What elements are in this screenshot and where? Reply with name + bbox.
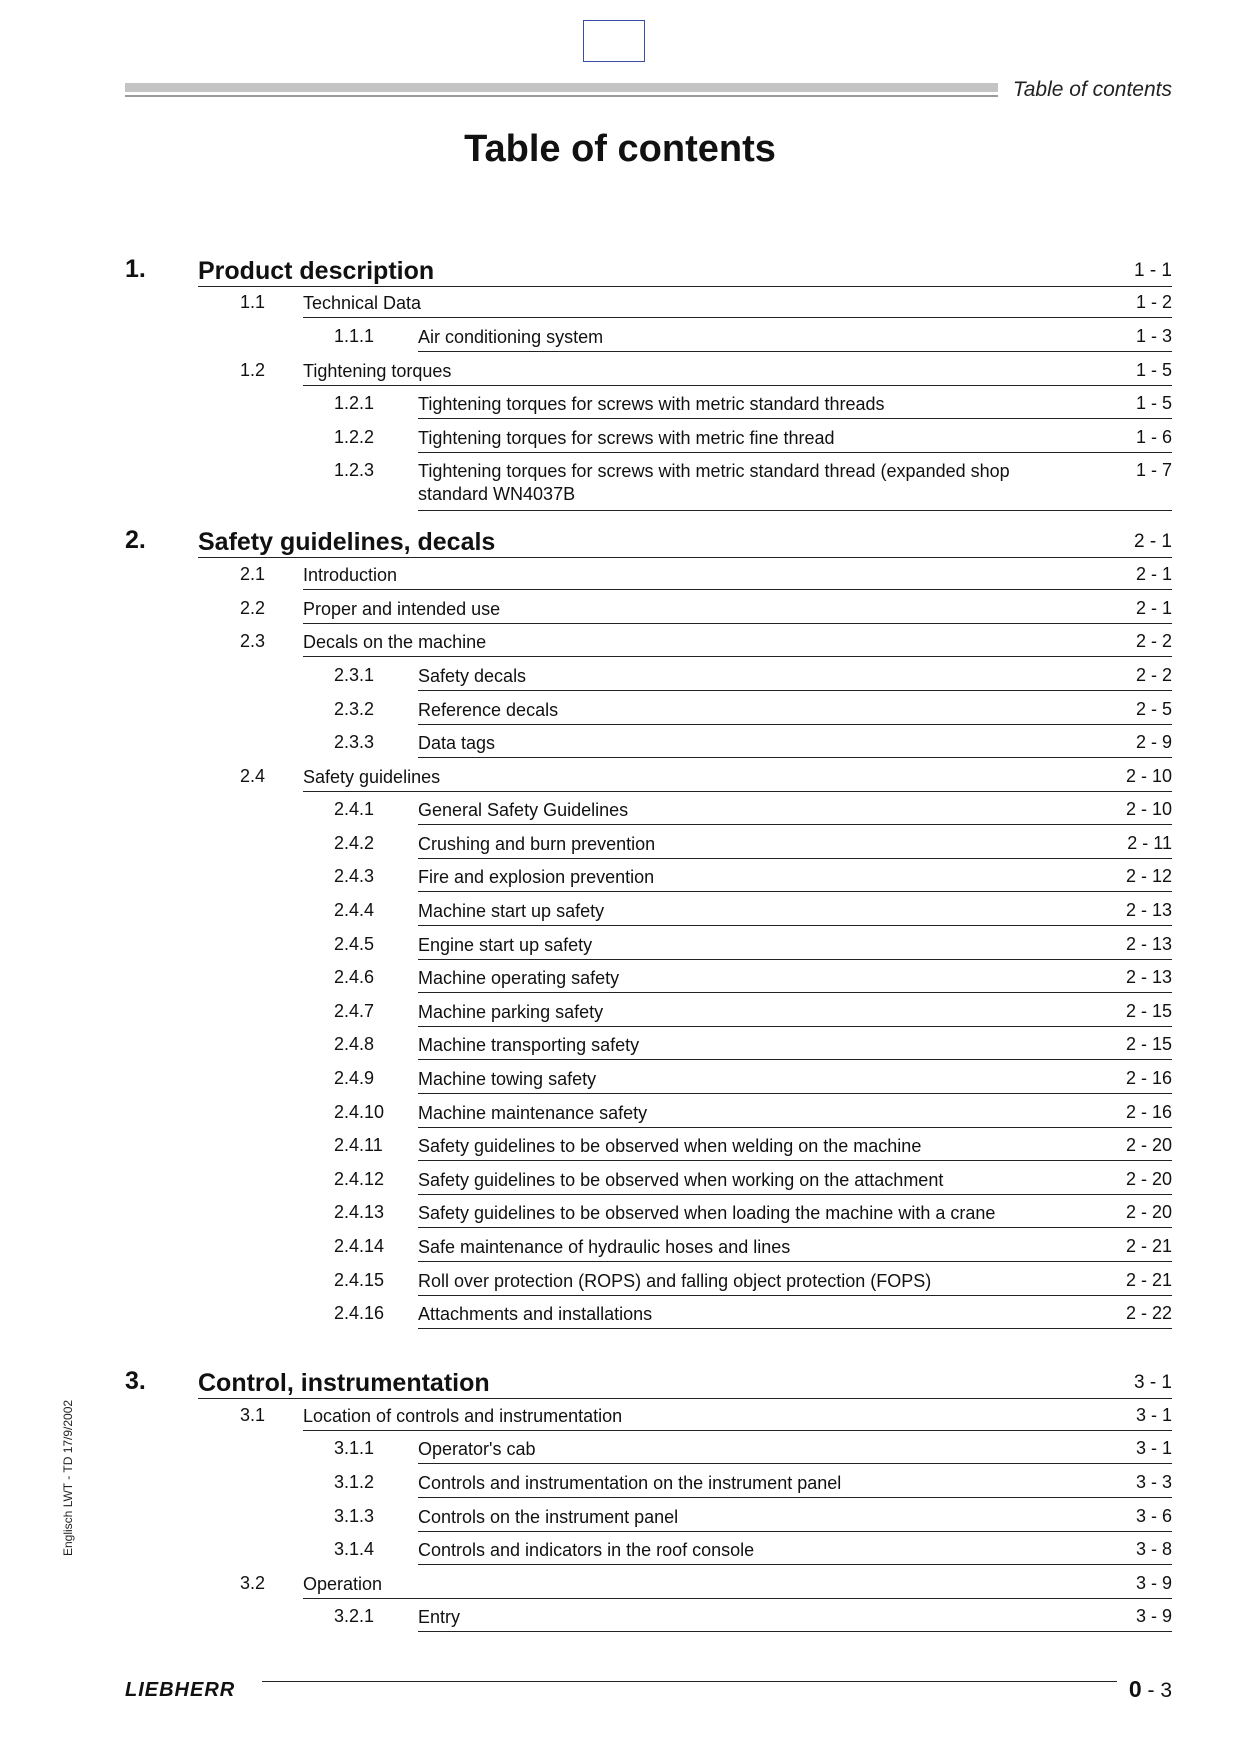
toc-page: 2 - 2: [1135, 631, 1172, 651]
toc-title: Roll over protection (ROPS) and falling object protection (FOPS): [418, 1271, 932, 1291]
toc-title: Safety decals: [418, 666, 527, 686]
toc-number: 3.1: [240, 1405, 266, 1425]
toc-underline: [303, 1598, 1172, 1599]
toc-title: Safe maintenance of hydraulic hoses and lines: [418, 1237, 791, 1257]
toc-number: 2.1: [240, 564, 266, 584]
toc-page: 2 - 16: [1125, 1068, 1172, 1088]
toc-number: 2.3.3: [334, 732, 375, 752]
toc-underline: [418, 824, 1172, 825]
toc-underline: [418, 1127, 1172, 1128]
toc-page: 1 - 1: [1133, 260, 1172, 281]
toc-page: 2 - 10: [1125, 799, 1172, 819]
toc-underline: [418, 1631, 1172, 1632]
toc-page: 2 - 20: [1125, 1135, 1172, 1155]
toc-page: 2 - 11: [1127, 833, 1172, 853]
toc-underline: [418, 992, 1172, 993]
toc-underline: [418, 690, 1172, 691]
toc-page: 2 - 16: [1125, 1102, 1172, 1122]
toc-title: Safety guidelines to be observed when welding on the machine: [418, 1136, 922, 1156]
toc-title: Machine towing safety: [418, 1069, 597, 1089]
toc-number: 2.4.15: [334, 1270, 385, 1290]
toc-number: 2.4.8: [334, 1034, 375, 1054]
toc-number: 3.1.3: [334, 1506, 375, 1526]
running-header: Table of contents: [1012, 78, 1172, 101]
toc-number: 1.1.1: [334, 326, 375, 346]
toc-number: 3.1.2: [334, 1472, 375, 1492]
page-num: 3: [1160, 1679, 1172, 1702]
toc-page: 3 - 9: [1135, 1573, 1172, 1593]
toc-number: 3.2.1: [334, 1606, 375, 1626]
toc-title: Operation: [303, 1574, 383, 1594]
toc-underline: [418, 418, 1172, 419]
toc-page: 2 - 15: [1125, 1001, 1172, 1021]
toc-underline: [418, 1463, 1172, 1464]
toc-number: 1.2.3: [334, 460, 375, 480]
toc-number: 1.1: [240, 292, 266, 312]
toc-number: 2.4.13: [334, 1202, 385, 1222]
toc-page: 1 - 6: [1135, 427, 1172, 447]
toc-underline: [198, 1398, 1172, 1399]
toc-page: 2 - 1: [1135, 598, 1172, 618]
toc-number: 1.2.2: [334, 427, 375, 447]
toc-title: Technical Data: [303, 293, 422, 313]
toc-page: 2 - 5: [1135, 699, 1172, 719]
toc-title: Tightening torques: [303, 361, 452, 381]
toc-underline: [418, 925, 1172, 926]
toc-page: 3 - 8: [1135, 1539, 1172, 1559]
toc-page: 2 - 20: [1125, 1169, 1172, 1189]
toc-number: 1.2: [240, 360, 266, 380]
toc-page: 3 - 1: [1135, 1438, 1172, 1458]
toc-title: Safety guidelines: [303, 767, 441, 787]
toc-title: Machine parking safety: [418, 1002, 604, 1022]
toc-underline: [418, 1564, 1172, 1565]
toc-title: Operator's cab: [418, 1439, 536, 1459]
toc-underline: [418, 510, 1172, 511]
toc-number: 2.4: [240, 766, 266, 786]
toc-underline: [418, 1160, 1172, 1161]
toc-page: 1 - 2: [1135, 292, 1172, 312]
toc-number: 2.4.16: [334, 1303, 385, 1323]
toc-underline: [198, 286, 1172, 287]
toc-number: 1.2.1: [334, 393, 375, 413]
toc-title: Machine maintenance safety: [418, 1103, 648, 1123]
footer-rule: [262, 1681, 1117, 1682]
toc-title: Machine transporting safety: [418, 1035, 640, 1055]
toc-number: 2.4.9: [334, 1068, 375, 1088]
toc-title: Machine operating safety: [418, 968, 620, 988]
toc-number: 2.4.1: [334, 799, 375, 819]
toc-title: Machine start up safety: [418, 901, 605, 921]
toc-underline: [418, 891, 1172, 892]
toc-underline: [418, 1261, 1172, 1262]
toc-underline: [418, 452, 1172, 453]
toc-title: Reference decals: [418, 700, 559, 720]
toc-underline: [303, 589, 1172, 590]
toc-page: 2 - 20: [1125, 1202, 1172, 1222]
toc-number: 2.4.3: [334, 866, 375, 886]
page-number: [1129, 1676, 1172, 1703]
toc-number: 3.1.1: [334, 1438, 375, 1458]
toc-page: 3 - 6: [1135, 1506, 1172, 1526]
toc-title: Entry: [418, 1607, 461, 1627]
toc-title: Control, instrumentation: [198, 1369, 490, 1397]
blank-frame: [583, 20, 645, 62]
toc-number: 2.4.14: [334, 1236, 385, 1256]
liebherr-logo: [125, 1679, 255, 1699]
toc-title: Crushing and burn prevention: [418, 834, 656, 854]
toc-number: 2.3.2: [334, 699, 375, 719]
toc-title: Controls and instrumentation on the instrument panel: [418, 1473, 842, 1493]
toc-title: Engine start up safety: [418, 935, 593, 955]
toc-page: 1 - 5: [1135, 393, 1172, 413]
toc-underline: [418, 858, 1172, 859]
toc-page: 2 - 2: [1135, 665, 1172, 685]
toc-page: 1 - 5: [1135, 360, 1172, 380]
toc-underline: [418, 1093, 1172, 1094]
toc-title: Controls on the instrument panel: [418, 1507, 679, 1527]
toc-page: 2 - 15: [1125, 1034, 1172, 1054]
toc-number: 3.2: [240, 1573, 266, 1593]
toc-underline: [418, 959, 1172, 960]
toc-page: 3 - 1: [1133, 1372, 1172, 1393]
header-bar: [125, 83, 998, 92]
toc-underline: [303, 1430, 1172, 1431]
toc-underline: [198, 557, 1172, 558]
toc-underline: [418, 1295, 1172, 1296]
toc-number: 2.4.10: [334, 1102, 385, 1122]
toc-page: 2 - 21: [1125, 1270, 1172, 1290]
toc-title: Location of controls and instrumentation: [303, 1406, 623, 1426]
toc-number: 3.: [125, 1367, 146, 1395]
toc-page: 2 - 22: [1125, 1303, 1172, 1323]
toc-title: Decals on the machine: [303, 632, 487, 652]
toc-number: 2.3.1: [334, 665, 375, 685]
toc-page: 3 - 3: [1135, 1472, 1172, 1492]
toc-page: 2 - 10: [1125, 766, 1172, 786]
side-note: Englisch LWT - TD 17/9/2002: [61, 1399, 75, 1556]
logo-text: LIEBHERR: [125, 1679, 236, 1699]
toc-number: 2.: [125, 526, 146, 554]
toc-title: Tightening torques for screws with metric fine thread: [418, 428, 835, 448]
toc-underline: [418, 1059, 1172, 1060]
page-chapter: 0: [1128, 1676, 1142, 1702]
toc-title: Safety guidelines to be observed when working on the attachment: [418, 1170, 944, 1190]
toc-underline: [303, 656, 1172, 657]
toc-title: Data tags: [418, 733, 496, 753]
toc-underline: [303, 623, 1172, 624]
toc-underline: [418, 757, 1172, 758]
toc-title: Safety guidelines to be observed when loading the machine with a crane: [418, 1203, 996, 1223]
toc-underline: [303, 385, 1172, 386]
toc-number: 2.4.5: [334, 934, 375, 954]
toc-title: Tightening torques for screws with metric standard thread (expanded shop standard WN4037B: [418, 461, 1010, 505]
toc-underline: [418, 1531, 1172, 1532]
toc-page: 1 - 3: [1135, 326, 1172, 346]
page-title: Table of contents: [464, 128, 776, 170]
toc-number: 2.4.7: [334, 1001, 375, 1021]
toc-underline: [303, 791, 1172, 792]
toc-title: Tightening torques for screws with metric standard threads: [418, 394, 885, 414]
toc-number: 2.4.12: [334, 1169, 385, 1189]
toc-title: Attachments and installations: [418, 1304, 653, 1324]
toc-underline: [418, 724, 1172, 725]
toc-title: Proper and intended use: [303, 599, 501, 619]
toc-title: Controls and indicators in the roof console: [418, 1540, 755, 1560]
toc-number: 1.: [125, 255, 146, 283]
toc-page: 2 - 9: [1135, 732, 1172, 752]
toc-page: 2 - 13: [1125, 900, 1172, 920]
toc-page: 2 - 1: [1135, 564, 1172, 584]
toc-underline: [418, 1497, 1172, 1498]
toc-underline: [303, 317, 1172, 318]
toc-title: Safety guidelines, decals: [198, 528, 496, 556]
toc-number: 2.2: [240, 598, 266, 618]
toc-page: 2 - 21: [1125, 1236, 1172, 1256]
toc-page: 3 - 1: [1135, 1405, 1172, 1425]
toc-number: 2.4.6: [334, 967, 375, 987]
header-rule: [125, 95, 998, 97]
toc-number: 2.4.11: [334, 1135, 383, 1155]
toc-number: 2.3: [240, 631, 266, 651]
toc-underline: [418, 351, 1172, 352]
toc-page: 2 - 13: [1125, 934, 1172, 954]
toc-page: 2 - 12: [1125, 866, 1172, 886]
toc-underline: [418, 1026, 1172, 1027]
toc-underline: [418, 1194, 1172, 1195]
toc-page: 2 - 13: [1125, 967, 1172, 987]
toc-underline: [418, 1328, 1172, 1329]
toc-page: 3 - 9: [1135, 1606, 1172, 1626]
toc-page: 2 - 1: [1133, 531, 1172, 552]
page-separator: -: [1141, 1679, 1161, 1702]
toc-number: 2.4.4: [334, 900, 375, 920]
toc-underline: [418, 1227, 1172, 1228]
toc-title: Fire and explosion prevention: [418, 867, 655, 887]
toc-title: Product description: [198, 257, 435, 285]
toc-number: 2.4.2: [334, 833, 375, 853]
toc-title: General Safety Guidelines: [418, 800, 629, 820]
toc-title: Introduction: [303, 565, 398, 585]
toc-title: Air conditioning system: [418, 327, 604, 347]
toc-number: 3.1.4: [334, 1539, 375, 1559]
toc-page: 1 - 7: [1135, 460, 1172, 480]
